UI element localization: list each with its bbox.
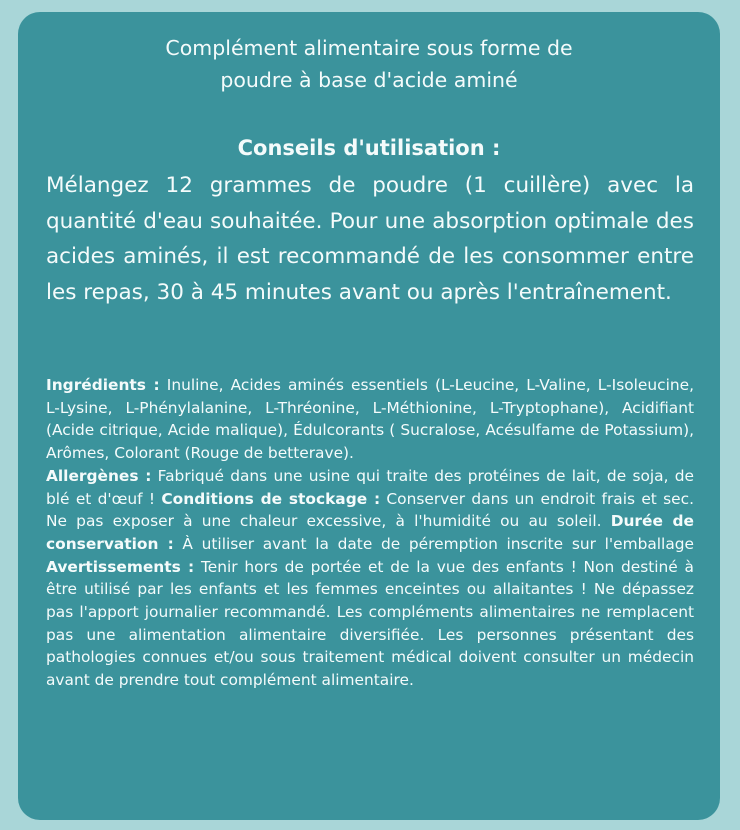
product-description <box>48 32 690 96</box>
warnings-text: Tenir hors de portée et de la vue des enfants ! Non destiné à être utilisé par les enfants et les femmes enceintes ou allaitantes ! Ne dépassez pas l'apport journalier recommandé. Les compléments alimentaires ne remplacent pas une alimentation alimentaire diversifiée. Les personnes présentant des pathologies connues et/ou sous traitement médical doivent consulter un médecin avant de prendre tout complément alimentaire. <box>46 557 694 690</box>
label-details <box>46 374 694 692</box>
ingredients-text: Inuline, Acides aminés essentiels (L-Leucine, L-Valine, L-Isoleucine, L-Lysine, L-Phénylalanine, L-Thréonine, L-Méthionine, L-Tryptophane), Acidifiant (Acide citrique, Acide malique), Édulcorants ( Sucralose, Acésulfame de Potassium), Arômes, Colorant (Rouge de betterave). <box>46 376 694 463</box>
product-label-card <box>18 12 720 820</box>
shelf-life-label: Durée de conservation : <box>46 512 694 553</box>
shelf-life-text: À utiliser avant la date de péremption inscrite sur l'emballage <box>173 534 695 553</box>
allergens-text: Fabriqué dans une usine qui traite des protéines de lait, de soja, de blé et d'œuf ! <box>46 466 694 508</box>
product-description-line-2: poudre à base d'acide aminé <box>220 68 518 92</box>
ingredients-label: Ingrédients : <box>46 376 160 394</box>
warnings-label: Avertissements : <box>46 557 195 576</box>
storage-text: Conserver dans un endroit frais et sec. Ne pas exposer à une chaleur excessive, à l'humidité ou au soleil. <box>46 489 694 531</box>
allergens-label: Allergènes : <box>46 466 152 485</box>
product-description-line-1: Complément alimentaire sous forme de <box>165 36 573 60</box>
storage-label: Conditions de stockage : <box>161 489 381 508</box>
usage-instructions: Mélangez 12 grammes de poudre (1 cuillère) avec la quantité d'eau souhaitée. Pour une absorption optimale des acides aminés, il est recommandé de les consommer entre les repas, 30 à 45 minutes avant ou après l'entraînement. <box>46 173 694 305</box>
usage-heading: Conseils d'utilisation : <box>237 136 501 160</box>
